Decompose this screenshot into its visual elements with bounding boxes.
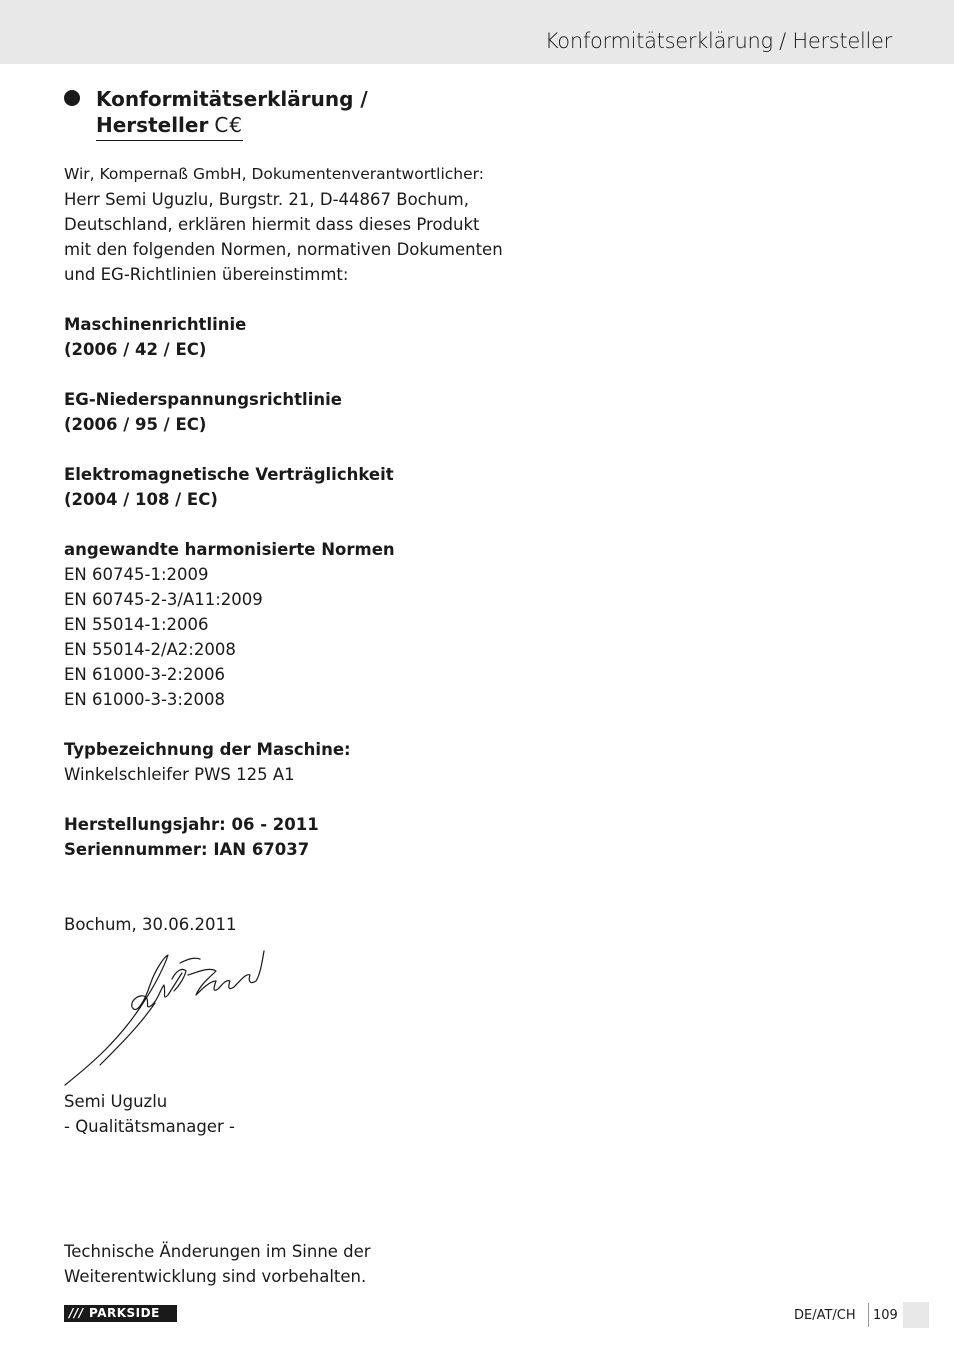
directive-code: (2006 / 95 / EC)	[64, 415, 207, 434]
intro-line: Herr Semi Uguzlu, Burgstr. 21, D-44867 Bochum,	[64, 190, 469, 209]
section-title-line2	[96, 112, 243, 141]
directive-title: Elektromagnetische Verträglichkeit	[64, 465, 394, 484]
page-number: 109	[873, 1308, 898, 1323]
type-label: Typbezeichnung der Maschine:	[64, 740, 351, 759]
directive-code: (2004 / 108 / EC)	[64, 490, 218, 509]
intro-line: mit den folgenden Normen, normativen Dokumenten	[64, 240, 503, 259]
norm-item: EN 61000-3-3:2008	[64, 690, 225, 709]
directive-title: EG-Niederspannungsrichtlinie	[64, 390, 342, 409]
norm-item: EN 55014-1:2006	[64, 615, 209, 634]
norm-item: EN 60745-1:2009	[64, 565, 209, 584]
section-title-line1: Konformitätserklärung /	[96, 87, 368, 111]
intro-line: Deutschland, erklären hiermit dass dieses Produkt	[64, 215, 480, 234]
page-header-title: Konformitätserklärung / Hersteller	[544, 29, 892, 53]
signature-image	[60, 945, 270, 1090]
notice-line: Weiterentwicklung sind vorbehalten.	[64, 1267, 367, 1286]
production-year: Herstellungsjahr: 06 - 2011	[64, 815, 319, 834]
serial-number: Seriennummer: IAN 67037	[64, 840, 310, 859]
footer-corner-box	[903, 1302, 929, 1328]
directive-code: (2006 / 42 / EC)	[64, 340, 207, 359]
footer-divider	[868, 1303, 869, 1327]
notice-line: Technische Änderungen im Sinne der	[64, 1242, 371, 1261]
directive-title: Maschinenrichtlinie	[64, 315, 247, 334]
signatory-role: - Qualitätsmanager -	[64, 1117, 235, 1136]
parkside-logo	[64, 1305, 177, 1322]
section-title-hersteller: Hersteller	[96, 113, 209, 137]
intro-line: und EG-Richtlinien übereinstimmt:	[64, 265, 349, 284]
header-band	[0, 0, 954, 64]
footer-language: DE/AT/CH	[794, 1308, 856, 1323]
norms-title: angewandte harmonisierte Normen	[64, 540, 395, 559]
norm-item: EN 55014-2/A2:2008	[64, 640, 236, 659]
bullet-icon	[64, 90, 80, 106]
logo-slashes: ///	[69, 1306, 84, 1320]
norm-item: EN 61000-3-2:2006	[64, 665, 225, 684]
intro-line: Wir, Kompernaß GmbH, Dokumentenverantwortlicher:	[64, 165, 484, 183]
norm-item: EN 60745-2-3/A11:2009	[64, 590, 263, 609]
signatory-name: Semi Uguzlu	[64, 1092, 168, 1111]
type-value: Winkelschleifer PWS 125 A1	[64, 765, 295, 784]
place-date: Bochum, 30.06.2011	[64, 915, 237, 934]
logo-brand: PARKSIDE	[89, 1306, 160, 1320]
section-title	[96, 86, 368, 141]
ce-mark-icon: C€	[214, 113, 244, 137]
